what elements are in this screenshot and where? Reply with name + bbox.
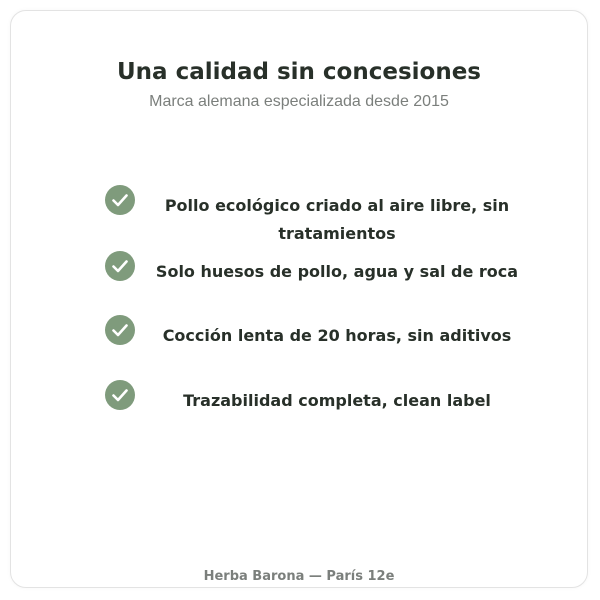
check-circle-icon (105, 315, 135, 345)
page-subtitle: Marca alemana especializada desde 2015 (149, 93, 449, 110)
check-circle-icon (105, 185, 135, 215)
card (10, 10, 588, 588)
check-circle-icon (105, 380, 135, 410)
feature-text: Trazabilidad completa, clean label (183, 391, 491, 410)
check-circle-icon (105, 251, 135, 281)
feature-text: Cocción lenta de 20 horas, sin aditivos (162, 326, 512, 345)
page-title: Una calidad sin concesiones (117, 59, 481, 85)
feature-text: Pollo ecológico criado al aire libre, sin tratamientos (164, 196, 510, 243)
footer-brand: Herba Barona — París 12e (203, 569, 395, 584)
feature-text: Solo huesos de pollo, agua y sal de roca (155, 262, 519, 281)
